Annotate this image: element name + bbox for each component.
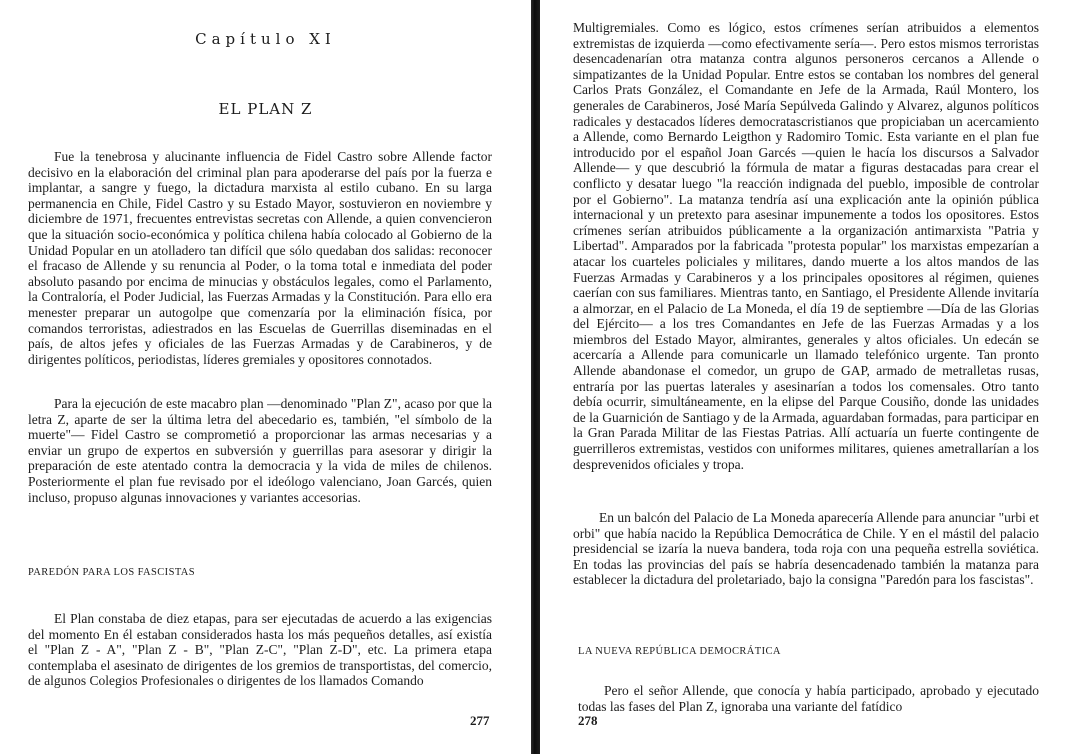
section-heading: PAREDÓN PARA LOS FASCISTAS	[28, 567, 196, 578]
book-spine	[531, 0, 540, 754]
body-paragraph: Fue la tenebrosa y alucinante influencia de Fidel Castro sobre Allende factor decisivo en la elaboración del criminal plan para apoderarse del país por la fuerza e implantar, a sangre y fuego, la dictadura marxista al estilo cubano. En su larga permanencia en Chile, Fidel Castro y su Estado Mayor, sostuvieron en noviembre y diciembre de 1971, frecuentes entrevistas secretas con Allende, a quien convencieron que la situación socio-económica y política chilena había colocado al Gobierno de la Unidad Popular en un atolladero tan difícil que sólo quedaban dos salidas: reconocer el fracaso de Allende y su renuncia al Poder, o la toma total e inmediata del poder absoluto pasando por encima de minucias y obstáculos legales, como el Parlamento, la Contraloría, el Poder Judicial, las Fuerzas Armadas y la Constitución. Para ello era menester preparar un autogolpe que comenzaría por la eliminación física, por comandos terroristas, adiestrados en las Escuelas de Guerrillas diseminadas en el país, de altos jefes y oficiales de las Fuerzas Armadas y de Carabineros, y de dirigentes políticos, periodistas, líderes gremiales y opositores connotados.	[28, 149, 492, 367]
body-paragraph: Multigremiales. Como es lógico, estos crímenes serían atribuidos a elementos extremistas de izquierda —como efectivamente sería—. Pero estos mismos terroristas desencadenarían otra matanza contra algunos personeros cercanos a Allende o simpatizantes de la Unidad Popular. Entre estos se contaban los nombres del general Carlos Prats González, el Comandante en Jefe de la Armada, Raúl Montero, los generales de Carabineros, José María Sepúlveda Galindo y Alvarez, algunos políticos radicales y destacados líderes democratascristianos que propiciaban un acercamiento a Allende, como Bernardo Leigthon y Radomiro Tomic. Esta variante en el plan fue introducido por el español Joan Garcés —quien le hacía los discursos a Salvador Allende— y que descubrió la fórmula de matar a figuras destacadas para crear el conflicto y desatar luego "la reacción indignada del pueblo, imposible de controlar por el Gobierno". La matanza tendría así una explicación ante la opinión pública internacional y un pretexto para asesinar impunemente a todos los opositores. Estos crímenes serían atribuidos públicamente a la organización antimarxista "Patria y Libertad". Amparados por la fabricada "protesta popular" los marxistas empezarían a atacar los cuarteles policiales y militares, dando muerte a los altos mandos de las Fuerzas Armadas y Carabineros y a los principales opositores al régimen, quienes caerían con sus familiares. Mientras tanto, en Santiago, el Presidente Allende invitaría a almorzar, en el Palacio de La Moneda, el día 19 de septiembre —Día de las Glorias del Ejército— a los tres Comandantes en Jefe de las Fuerzas Armadas y a los miembros del Estado Mayor, almirantes, generales y altos oficiales. Un edecán se acercaría a Allende para comunicarle un llamado telefónico urgente. Tan pronto Allende abandonase el comedor, un grupo de GAP, armado de metralletas rusas, entraría por las puertas laterales y asesinarían a todos los comensales. Otro tanto debía ocurrir, simultáneamente, en la elipse del Parque Cousiño, donde las unidades de la Guarnición de Santiago y de la Armada, aguardaban formadas, para participar en la Gran Parada Militar de las Fiestas Patrias. Allí actuaría un fuerte contingente de guerrilleros extremistas, vestidos con uniformes militares, quienes ametrallarían a los desprevenidos oficiales y tropa.	[573, 20, 1039, 472]
left-page	[0, 0, 531, 754]
body-paragraph: El Plan constaba de diez etapas, para ser ejecutadas de acuerdo a las exigencias del momento En él estaban considerados hasta los más pequeños detalles, así existía el "Plan Z - A", "Plan Z - B", "Plan Z-C", "Plan Z-D", etc. La primera etapa contemplaba el asesinato de dirigentes de los gremios de transportistas, del comercio, de algunos Colegios Profesionales o dirigentes de los llamados Comando	[28, 611, 492, 689]
body-paragraph: Pero el señor Allende, que conocía y había participado, aprobado y ejecutado todas las fases del Plan Z, ignoraba una variante del fatídico	[578, 683, 1039, 714]
chapter-heading: Capítulo XI	[195, 30, 336, 48]
right-page	[540, 0, 1074, 754]
body-paragraph: En un balcón del Palacio de La Moneda aparecería Allende para anunciar "urbi et orbi" que había nacido la República Democrática de Chile. Y en el mástil del palacio presidencial se izaría la nueva bandera, toda roja con una pequeña estrella soviética. En todas las provincias del país se habría desencadenado también la matanza para establecer la dictadura del proletariado, bajo la consigna "Paredón para los fascistas".	[573, 510, 1039, 588]
page-number: 277	[470, 713, 490, 728]
body-paragraph: Para la ejecución de este macabro plan —denominado "Plan Z", acaso por que la letra Z, aparte de ser la última letra del abecedario es, también, "el símbolo de la muerte"— Fidel Castro se comprometió a proporcionar las armas necesarias y a enviar un grupo de expertos en subversión y guerrillas para asesorar y dirigir la preparación de este atentado contra la democracia y la vida de miles de chilenos. Posteriormente el plan fue revisado por el ideólogo valenciano, Joan Garcés, quien incluso, propuso algunas innovaciones y variantes accesorias.	[28, 396, 492, 505]
section-heading: LA NUEVA REPÚBLICA DEMOCRÁTICA	[578, 646, 781, 657]
page-number: 278	[578, 713, 598, 728]
chapter-title: EL PLAN Z	[218, 100, 313, 118]
